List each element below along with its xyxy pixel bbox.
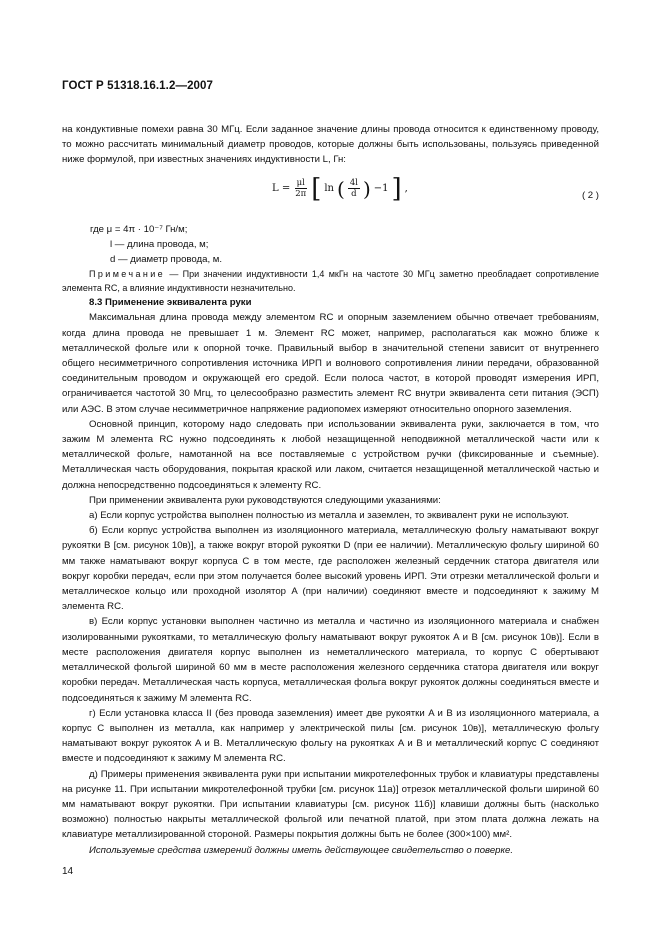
formula-fraction-numerator: μl [296, 178, 305, 189]
formula-lhs: L = [272, 183, 291, 194]
formula-open-paren: ( [337, 176, 345, 201]
inductance-formula [272, 173, 408, 204]
document-code: ГОСТ Р 51318.16.1.2—2007 [62, 80, 214, 92]
formula-fraction-denominator: 2π [295, 189, 307, 200]
legend-length: l — длина провода, м; [110, 238, 209, 250]
page-content [62, 122, 599, 858]
formula-tail: , [404, 183, 408, 194]
section-paragraph-1: Максимальная длина провода между элементом RC и опорным заземлением обычно отвечает требованиям, когда длина провода не превышает 1 м. Элемент RC может, например, располагаться как можно ближе к металлической фольге или к опорной точке. Правильный выбор в значительной степени зависит от внутреннего общего несимметричного сопротивления источника ИРП и волнового сопротивления линии передачи, образованной соединительным проводом и окружающей его средой. Если полоса частот, в которой проводят измерения ИРП, ограничивается частотой 30 Мгц, то целесообразно разместить элемент RC внутри эквивалента сети питания (ЭСП) или АЭС. В этом случае несимметричное напряжение радиопомех измеряют относительно опорного заземления. [62, 312, 599, 415]
formula-block [62, 174, 599, 220]
item-b: б) Если корпус устройства выполнен из изоляционного материала, металлическую фольгу наматывают вокруг рукоятки B [см. рисунок 10в)], а также вокруг второй рукоятки D (при ее наличии). Металлическую фольгу шириной 60 мм также наматывают вокруг корпуса C в том месте, где расположен железный сердечник статора двигателя или вокруг коробки передач, если при этом получается более высокий уровень ИРП. Эти отрезки металлической фольги и металлическое кольцо или проходной изолятор A (при наличии) соединяют вместе и подсоединяют к зажиму M элемента RC. [62, 525, 599, 613]
formula-inner-fraction [348, 178, 360, 199]
item-g: г) Если установка класса II (без провода заземления) имеет две рукоятки A и B из изоляционного материала, а корпус C выполнен из металла, как например у электрической пилы [см. рисунок 10в)], металлическую фольгу наматывают вокруг рукояток A и B. Металлическую фольгу на рукоятках A и B и металлический корпус C соединяют вместе и подсоединяют к зажиму M элемента RC. [62, 707, 599, 765]
intro-paragraph: на кондуктивные помехи равна 30 МГц. Если заданное значение длины провода относится к единственному проводу, то можно рассчитать минимальный диаметр проводов, которые должны быть использованы, пользуясь приведенной ниже формулой, при известных значениях индуктивности L, Гн: [62, 124, 599, 166]
item-d: д) Примеры применения эквивалента руки при испытании микротелефонных трубок и клавиатуры представлены на рисунке 11. При испытании микротелефонной трубки [см. рисунок 11а)] отрезок металлической фольги шириной 60 мм наматывают вокруг рукоятки. При испытании клавиатуры [см. рисунок 11б)] клавиши должны быть (насколько возможно) полностью накрыты металлической фольгой или печатной платой, при этом плата должна лежать на клавиатуре металлизированной стороной. Размеры покрытия должны быть не более (300×100) мм². [62, 768, 599, 841]
verification-note: Используемые средства измерений должны иметь действующее свидетельство о поверке. [89, 844, 514, 856]
section-paragraph-2: Основной принцип, которому надо следовать при использовании эквивалента руки, заключается в том, что зажим М элемента RC нужно подсоединять к любой незащищенной неподвижной металлической части или к металлической фольге, намотанной на все поставляемые с устройством ручки (фиксированные и съемные). Металлическая часть оборудования, покрытая краской или лаком, считается незащищенной металлической частью и должна непосредственно подсоединяться к элементу RC. [62, 418, 599, 491]
note-label: Примечание [89, 269, 166, 280]
formula-ln: ln [324, 183, 334, 194]
section-paragraph-3: При применении эквивалента руки руководствуются следующими указаниями: [89, 494, 441, 506]
formula-minus-one: −1 [373, 183, 389, 194]
formula-open-bracket: [ [311, 173, 322, 204]
legend-diameter: d — диаметр провода, м. [110, 254, 223, 266]
note-text: — При значении индуктивности 1,4 мкГн на частоте 30 МГц заметно преобладает сопротивление элемента RC, а влияние индуктивности незначительно. [62, 269, 599, 294]
formula-fraction [293, 178, 308, 199]
formula-inner-denominator: d [351, 189, 357, 200]
note-paragraph [62, 267, 599, 295]
formula-number: ( 2 ) [581, 189, 599, 201]
page-number: 14 [62, 866, 74, 877]
item-a: а) Если корпус устройства выполнен полностью из металла и заземлен, то эквивалент руки не используют. [89, 510, 569, 522]
formula-inner-numerator: 4l [349, 178, 358, 189]
formula-close-bracket: ] [391, 173, 402, 204]
formula-close-paren: ) [362, 176, 371, 201]
section-title: 8.3 Применение эквивалента руки [89, 297, 252, 309]
formula-legend [62, 222, 599, 268]
legend-mu: где μ = 4π · 10⁻⁷ Гн/м; [90, 223, 188, 235]
item-v: в) Если корпус установки выполнен частично из металла и частично из изоляционного материала и снабжен изолированными рукоятками, то металлическую фольгу наматывают вокруг рукояток A и B [см. рисунок 10в)]. Если в месте расположения двигателя корпус выполнен из неметаллического материала, то корпус C обертывают металлической фольгой шириной 60 мм в месте расположения железного сердечника статора двигателя или вокруг коробки передач. Металлическая часть корпуса, металлическая фольга вокруг рукояток должны соединяться вместе и подсоединяться к зажиму M элемента RC. [62, 616, 599, 704]
